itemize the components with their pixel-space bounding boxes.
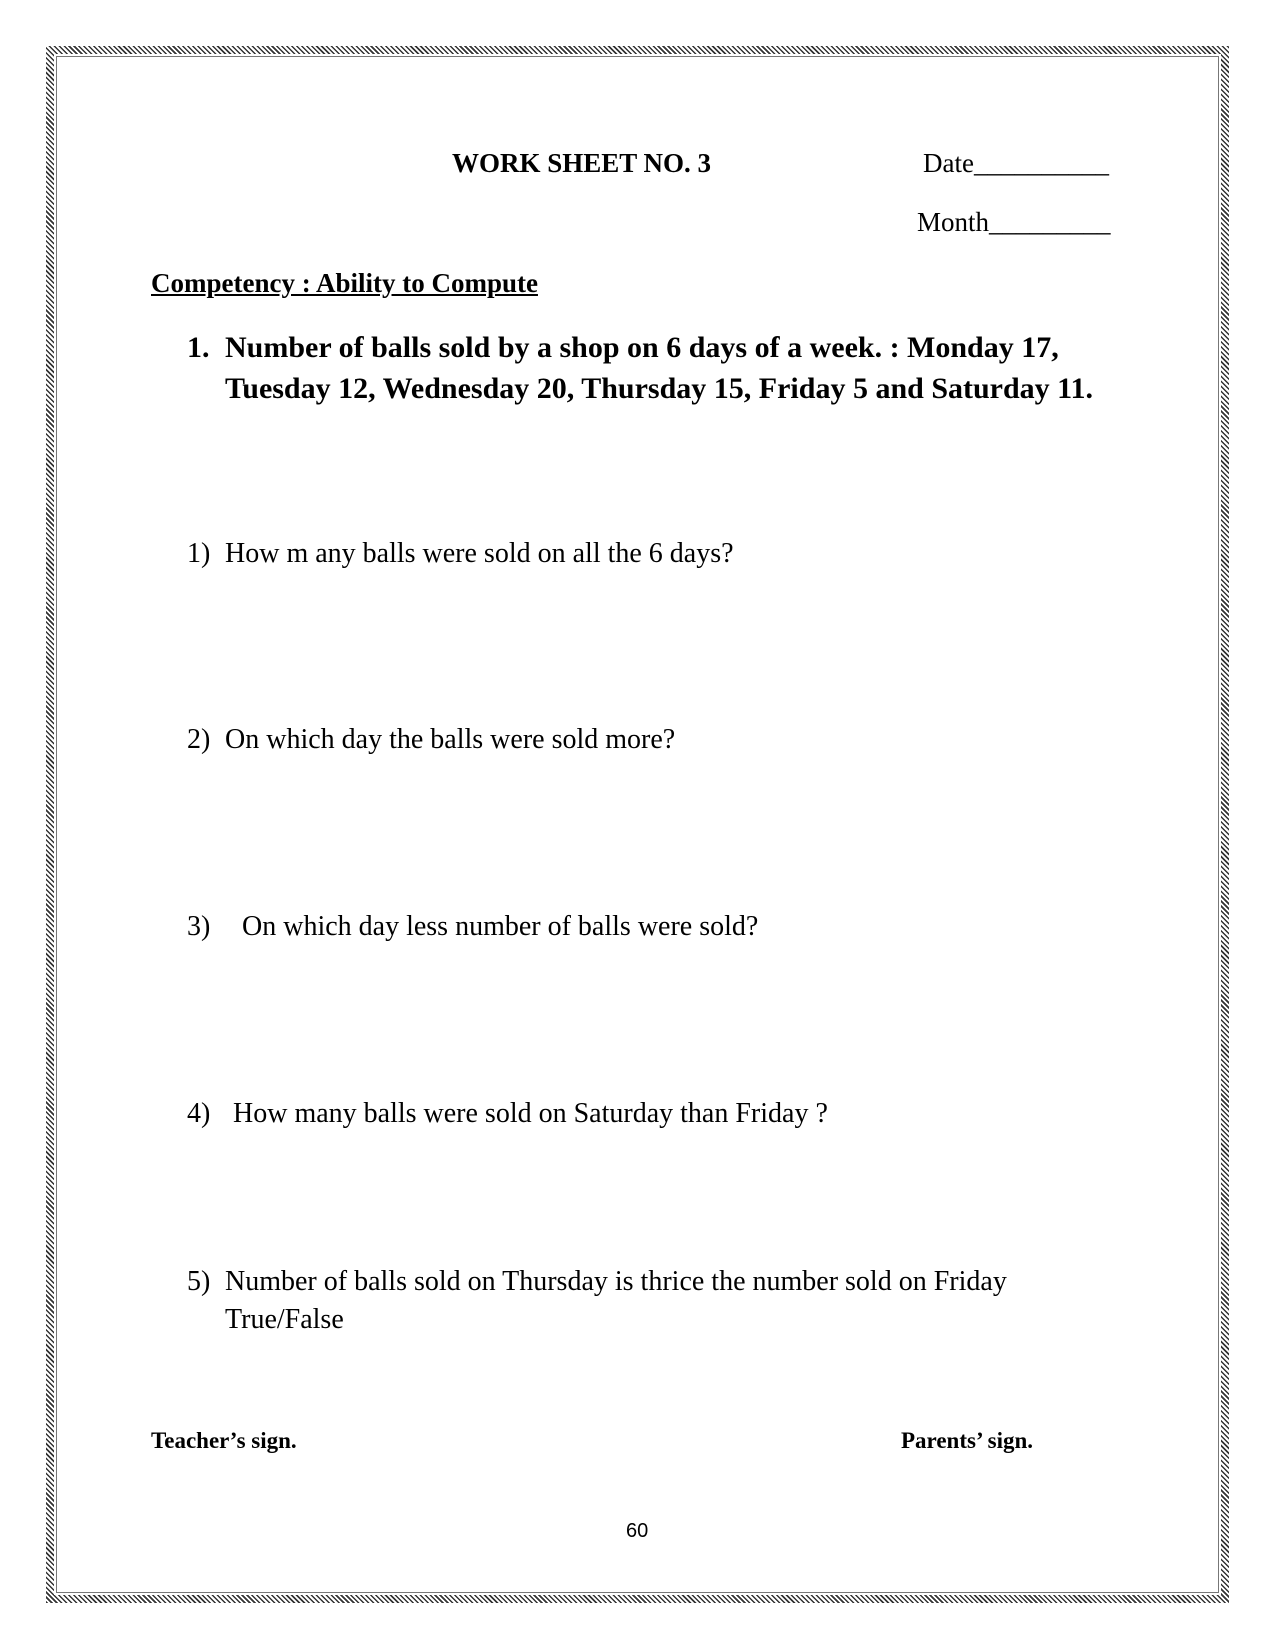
question-text: How m any balls were sold on all the 6 days? (225, 538, 734, 569)
date-field-label: Date__________ (923, 148, 1109, 178)
question-number: 1) (187, 538, 211, 569)
question-1 (187, 535, 1127, 573)
question-text: How many balls were sold on Saturday than Friday ? (233, 1098, 828, 1129)
question-3 (187, 908, 1127, 946)
question-5 (187, 1263, 1127, 1339)
question-number: 4) (187, 1098, 211, 1129)
competency-heading: Competency : Ability to Compute (151, 268, 538, 298)
question-number: 2) (187, 724, 211, 755)
question-text: On which day the balls were sold more? (225, 724, 676, 755)
teacher-sign-label: Teacher’s sign. (151, 1428, 297, 1453)
month-field-label: Month_________ (917, 207, 1111, 237)
problem-number: 1. (187, 331, 210, 364)
problem-statement (187, 327, 1107, 409)
question-4 (187, 1095, 1127, 1133)
page-number: 60 (626, 1520, 649, 1542)
question-2 (187, 721, 1127, 759)
question-number: 3) (187, 911, 211, 942)
question-text: On which day less number of balls were sold? (242, 911, 759, 942)
question-number: 5) (187, 1266, 211, 1297)
question-text: Number of balls sold on Thursday is thrice the number sold on Friday True/False (225, 1266, 1007, 1335)
problem-text: Number of balls sold by a shop on 6 days of a week. : Monday 17, Tuesday 12, Wednesday 20, Thursday 15, Friday 5 and Saturday 11. (225, 331, 1094, 405)
worksheet-title: WORK SHEET NO. 3 (452, 148, 712, 178)
parents-sign-label: Parents’ sign. (901, 1428, 1034, 1453)
